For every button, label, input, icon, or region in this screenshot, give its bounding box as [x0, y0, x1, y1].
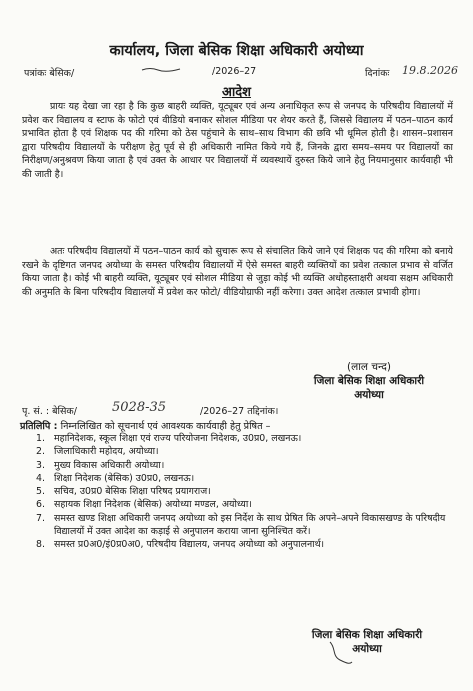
list-item: 8. समस्त प्र0अ0/इं0प्र0अ0, परिषदीय विद्यालय, जनपद अयोध्या को अनुपालनार्थ। [36, 539, 325, 551]
copy-reference-number: 5028-35 [112, 400, 167, 415]
copy-recipient-list [26, 432, 456, 552]
handwritten-signature-mark [326, 638, 356, 666]
signatory-designation: जिला बेसिक शिक्षा अधिकारी [311, 629, 423, 641]
blank-line-mark [140, 64, 182, 74]
signature-block-1 [294, 360, 444, 402]
list-item: 4. शिक्षा निदेशक (बेसिक) उ0प्र0, लखनऊ। [36, 472, 195, 484]
list-item: 7. समस्त खण्ड शिक्षा अधिकारी जनपद अयोध्या को इस निर्देश के साथ प्रेषित कि अपने–अपने विकासखण्ड के परिषदीय विद्यालयों में उक्त आदेश का कड़ाई से अनुपालन कराया जाना सुनिश्चित करें। [36, 512, 446, 538]
signature-block-2 [282, 628, 452, 656]
list-item: 6. सहायक शिक्षा निदेशक (बेसिक) अयोध्या मण्डल, अयोध्या। [36, 499, 252, 511]
copy-intro [20, 419, 270, 432]
copy-intro-text: निम्नलिखित को सूचनार्थ एवं आवश्यक कार्यवाही हेतु प्रेषित – [60, 421, 271, 432]
copy-reference-suffix: /2026–27 तद्दिनांक। [200, 406, 279, 417]
office-title: कार्यालय, जिला बेसिक शिक्षा अधिकारी अयोध्या [109, 43, 364, 59]
list-item: 2. जिलाधिकारी महोदय, अयोध्या। [36, 446, 159, 458]
list-item: 1. महानिदेशक, स्कूल शिक्षा एवं राज्य परियोजना निदेशक, उ0प्र0, लखनऊ। [36, 433, 302, 444]
date-label: दिनांकः [365, 68, 390, 79]
order-paragraph-1: प्रायः यह देखा जा रहा है कि कुछ बाहरी व्यक्ति, यूट्यूबर एवं अन्य अनाधिकृत रूप से जनपद के परिषदीय विद्यालयों में प्रवेश कर विद्यालय व स्टाफ के फोटो एवं वीडियो बनाकर सोशल मीडिया पर शेयर करते हैं, जिससे विद्यालय में पठन–पाठन कार्य प्रभावित होता है एवं शिक्षक पद की गरिमा को ठेस पहुंचाने के साथ–साथ विभाग की छवि भी धूमिल होती है। शासन–प्रशासन द्वारा परिषदीय विद्यालयों के परीक्षण हेतु पूर्व से ही अधिकारी नामित किये गये हैं, जिनके द्वारा समय–समय पर विद्यालयों का निरीक्षण/अनुश्रवण किया जाता है एवं उक्त के आधार पर विद्यालयों में व्यवस्थायें दुरुस्त किये जाने हेतु नियमानुसार कार्यवाही भी की जाती है। [22, 101, 453, 180]
date-value: 19.8.2026 [402, 64, 458, 77]
order-heading: आदेश [221, 85, 252, 100]
reference-prefix: पत्रांकः बेसिक/ [24, 68, 75, 79]
signatory-designation: जिला बेसिक शिक्षा अधिकारी [313, 375, 425, 387]
copy-intro-label: प्रतिलिपि : [20, 421, 58, 432]
list-item: 3. मुख्य विकास अधिकारी अयोध्या। [36, 459, 165, 471]
copy-reference-prefix: पृ. सं. : बेसिक/ [22, 406, 77, 417]
order-paragraph-2: अतः परिषदीय विद्यालयों में पठन–पाठन कार्य को सुचारू रूप से संचालित किये जाने एवं शिक्षक पद की गरिमा को बनाये रखने के दृष्टिगत जनपद अयोध्या के समस्त परिषदीय विद्यालयों में ऐसे समस्त बाहरी व्यक्तियों का प्रवेश तत्काल प्रभाव से वर्जित किया जाता है। कोई भी बाहरी व्यक्ति, यूट्यूबर एवं सोशल मीडिया से जुड़ा कोई भी व्यक्ति अधोहस्ताक्षरी अथवा सक्षम अधिकारी की अनुमति के बिना परिषदीय विद्यालयों में प्रवेश कर फोटो/ वीडियोग्राफी नहीं करेगा। उक्त आदेश तत्काल प्रभावी होगा। [22, 246, 453, 298]
signatory-name: (लाल चन्द) [347, 361, 391, 373]
list-item: 5. सचिव, उ0प्र0 बेसिक शिक्षा परिषद प्रयागराज। [36, 486, 211, 498]
reference-year: /2026–27 [212, 66, 257, 77]
signatory-place: अयोध्या [352, 643, 382, 655]
signatory-place: अयोध्या [354, 389, 384, 401]
